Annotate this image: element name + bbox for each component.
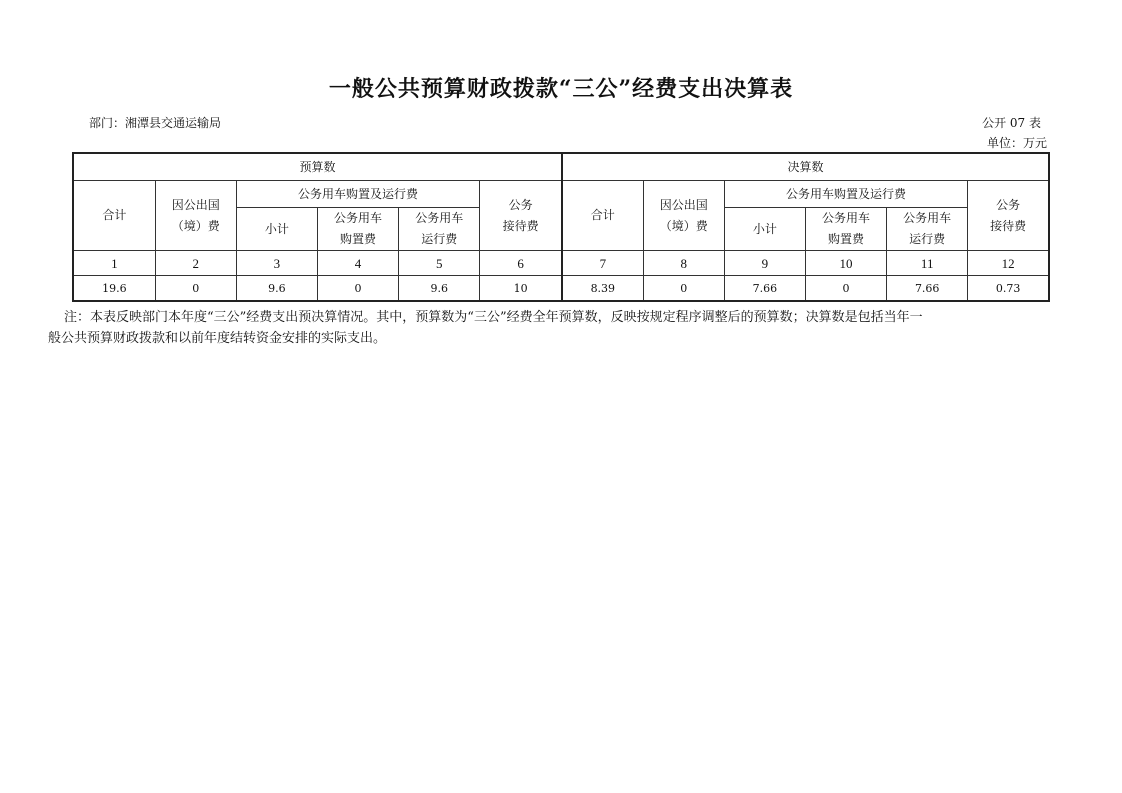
header-text: 购置费	[340, 232, 377, 246]
header-text: 接待费	[990, 218, 1027, 233]
note-line: 注：本表反映部门本年度“三公”经费支出预决算情况。其中，预算数为“三公”经费全年预算数，反映按规定程序调整后的预算数；决算数是包括当年一	[64, 310, 923, 325]
table-cell: 8.39	[562, 276, 643, 302]
header-text: 公务用车	[415, 211, 464, 225]
table-row-index	[73, 251, 1049, 276]
table-cell: 0.73	[968, 276, 1049, 302]
table-cell: 0	[805, 276, 886, 302]
header-row-categories	[73, 181, 1049, 208]
table-cell: 3	[236, 251, 317, 276]
header-budget-vehicle: 公务用车购置及运行费	[236, 181, 479, 208]
table-cell: 5	[399, 251, 480, 276]
table-cell: 7.66	[724, 276, 805, 302]
header-text: 公务用车	[822, 211, 871, 225]
table-cell: 7	[562, 251, 643, 276]
header-final-reception	[968, 181, 1049, 251]
header-budget-purchase	[317, 208, 398, 251]
header-text: 公务	[996, 197, 1021, 212]
table-note	[48, 307, 1078, 349]
table-cell: 10	[480, 276, 562, 302]
table-cell: 4	[317, 251, 398, 276]
table-cell: 9	[724, 251, 805, 276]
table-cell: 19.6	[73, 276, 155, 302]
header-text: 因公出国	[659, 197, 708, 212]
header-text: （境）费	[171, 218, 220, 233]
header-budget-total: 合计	[73, 181, 155, 251]
header-budget-reception	[480, 181, 562, 251]
header-text: 公务	[508, 197, 533, 212]
table-cell: 0	[155, 276, 236, 302]
table-cell: 10	[805, 251, 886, 276]
header-final-vehicle: 公务用车购置及运行费	[724, 181, 967, 208]
table-cell: 0	[643, 276, 724, 302]
header-final-subtotal: 小计	[724, 208, 805, 251]
page-title: 一般公共预算财政拨款“三公”经费支出决算表	[328, 76, 794, 102]
table-number: 公开 07 表	[982, 116, 1041, 130]
header-budget-operate	[399, 208, 480, 251]
table-cell: 12	[968, 251, 1049, 276]
table-cell: 9.6	[399, 276, 480, 302]
table-cell: 1	[73, 251, 155, 276]
header-final-total: 合计	[562, 181, 643, 251]
header-text: 因公出国	[171, 197, 220, 212]
header-final-abroad	[643, 181, 724, 251]
table-cell: 0	[317, 276, 398, 302]
header-budget-subtotal: 小计	[236, 208, 317, 251]
header-text: 接待费	[502, 218, 539, 233]
header-final: 决算数	[562, 153, 1049, 181]
table-row-values	[73, 276, 1049, 302]
table-cell: 9.6	[236, 276, 317, 302]
table-cell: 8	[643, 251, 724, 276]
header-budget: 预算数	[73, 153, 562, 181]
table-cell: 6	[480, 251, 562, 276]
header-text: 公务用车	[903, 211, 952, 225]
note-line: 般公共预算财政拨款和以前年度结转资金安排的实际支出。	[48, 331, 387, 346]
header-final-purchase	[805, 208, 886, 251]
header-budget-abroad	[155, 181, 236, 251]
three-public-expense-table	[72, 152, 1050, 302]
table-cell: 2	[155, 251, 236, 276]
table-cell: 11	[887, 251, 968, 276]
header-text: 运行费	[909, 232, 946, 246]
unit-label: 单位：万元	[986, 136, 1047, 150]
department-label: 部门：湘潭县交通运输局	[89, 116, 222, 130]
table-cell: 7.66	[887, 276, 968, 302]
header-final-operate	[887, 208, 968, 251]
header-text: 公务用车	[334, 211, 383, 225]
header-row-group	[73, 153, 1049, 181]
header-text: （境）费	[659, 218, 708, 233]
header-text: 购置费	[828, 232, 865, 246]
header-text: 运行费	[421, 232, 458, 246]
